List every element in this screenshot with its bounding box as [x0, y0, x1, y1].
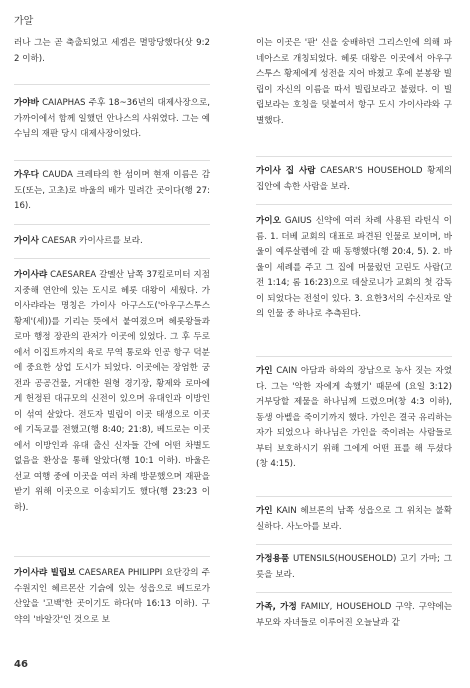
entry-headword: 가이오 [256, 216, 281, 226]
entry-headword: 가정용품 [256, 554, 290, 564]
entry-caesarea-philippi [14, 566, 210, 628]
entry-body: 황제의 집안에 속한 사람을 보라. [256, 166, 452, 192]
entry-english: CAESAR'S HOUSEHOLD [315, 166, 423, 176]
entry-utensils [256, 552, 452, 583]
entry-headword: 가이사 [14, 236, 39, 246]
entry-headword: 가야바 [14, 98, 39, 108]
entry-english: UTENSILS(HOUSEHOLD) [289, 554, 397, 564]
entry-caesars-household [256, 164, 452, 195]
entry-body: 카이사르를 보라. [76, 236, 143, 246]
entry-headword: 가우다 [14, 170, 39, 180]
entry-body: 신약에 여러 차례 사용된 라틴식 이름. 1. 더베 교회의 대표로 파견된 인물로 보이며, 바울이 예루살렘에 갈 때 동행했다(행 20:4, 5). 2. 바울이 세례를 주고 그 집에 머물렀던 고린도 사람(고전 1:14; 롬 16:23)으로 데살로니가 교회의 첫 감독이 되었다는 전설이 있다. 3. 요한3서의 수신자로 알의 인물 중 하나로 추측된다. [256, 216, 452, 319]
entry-body: 크레타의 한 섬이며 현재 이름은 감도(또는, 고초)로 바울의 배가 밀려간 곳이다(행 27:16). [14, 170, 210, 211]
entry-english: FAMILY, HOUSEHOLD [296, 602, 392, 612]
entry-body: 러나 그는 곧 축출되었고 세겜은 멸망당했다(삿 9:22 이하). [14, 38, 210, 64]
divider [14, 84, 210, 85]
entry-english: CAESAREA [47, 270, 97, 280]
entry-cain [256, 364, 452, 473]
entry-body: 이는 이곳은 '판' 신을 숭배하던 그리스인에 의해 파네아스로 개칭되었다. 헤롯 대왕은 이곳에서 아우구스투스 황제에게 성전을 지어 바쳤고 후에 분봉왕 빌립이 자신의 이름을 따서 빌립보라고 불렀다. 이 빌립보라는 호칭을 덧붙여서 항구 도시 가이사랴와 구별했다. [256, 38, 452, 126]
entry-headword: 가인 [256, 506, 273, 516]
page-number: 46 [14, 659, 28, 670]
entry-kain [256, 504, 452, 535]
divider [256, 204, 452, 205]
entry-english: CAESAR [38, 236, 77, 246]
entry-caiaphas [14, 96, 210, 143]
entry-headword: 가족, 가정 [256, 602, 297, 612]
entry-english: CAESAREA PHILIPPI [75, 568, 163, 578]
entry-headword: 가이사랴 [14, 270, 48, 280]
entry-family [256, 600, 452, 631]
entry-english: GAIUS [280, 216, 312, 226]
entry-body: 고기 가마; 그릇을 보라. [256, 554, 452, 580]
entry-english: CAIAPHAS [38, 98, 86, 108]
divider [14, 556, 210, 557]
entry-headword: 가이사 집 사람 [256, 166, 316, 176]
divider [256, 592, 452, 593]
entry-body: 헤브론의 남쪽 성읍으로 그 위치는 불확실하다. 사노아를 보라. [256, 506, 452, 532]
divider [256, 356, 452, 357]
entry-headword: 가이사랴 빌립보 [14, 568, 76, 578]
running-header: 가알 [14, 16, 34, 27]
entry-continued [256, 36, 452, 129]
entry-english: KAIN [272, 506, 297, 516]
entry-body: 구약. 구약에는 부모와 자녀들로 이루어진 오늘날과 같 [256, 602, 452, 628]
entry-gaius [256, 214, 452, 323]
entry-caesarea [14, 268, 210, 516]
entry-body: 주후 18~36년의 대제사장으로, 가까이에서 함께 일했던 안나스의 사위였다. 그는 예수님의 재판 당시 대제사장이었다. [14, 98, 210, 139]
divider [14, 258, 210, 259]
entry-continued [14, 36, 210, 67]
divider [256, 156, 452, 157]
entry-body: 요단강의 주 수원지인 헤르몬산 기슭에 있는 성읍으로 베드로가 산앞을 '고백'한 곳이기도 하다(마 16:13 이하). 구약의 '바알갓'인 것으로 보 [14, 568, 210, 625]
entry-cauda [14, 168, 210, 215]
entry-body: 아담과 하와의 장남으로 농사 짓는 자였다. 그는 '악한 자에게 속했기' 때문에 (요일 3:12) 거부당할 제물을 하나님께 드렸으며(창 4:3 이하), 동생 아벨을 죽이기까지 했다. 가인은 결국 유리하는 자가 되었으나 하나님은 가인을 죽이려는 사람들로부터 보호하시기 위해 그에게 어떤 표를 해 두셨다(창 4:15). [256, 366, 453, 469]
entry-headword: 가인 [256, 366, 273, 376]
entry-english: CAIN [272, 366, 298, 376]
entry-english: CAUDA [38, 170, 73, 180]
divider [14, 224, 210, 225]
divider [256, 496, 452, 497]
divider [256, 544, 452, 545]
divider [14, 160, 210, 161]
entry-body: 갈멜산 남쪽 37킬로미터 지점 지중해 연안에 있는 도시로 헤롯 대왕이 세웠다. 가이사랴라는 명칭은 가이사 아구스도('아우구스투스 황제'(세))를 기리는 뜻에서 붙여졌으며 헤롯왕들과 로마 행정 장관의 관저가 이곳에 있었다. 그 후 두로에서 이집트까지의 육로 무역 통로와 인공 항구 덕분에 중요한 상업 도시가 되었다. 이곳에는 장엄한 궁전과 공공건물, 거대한 원형 경기장, 황제와 로마에게 헌정된 대규모의 신전이 있으며 유대인과 이방인이 섞여 살았다. 전도자 빌립이 이곳 태생으로 이곳에 기독교를 전했고(행 8:40; 21:8), 베드로는 이곳에서 이방인과 유대 출신 신자들 간에 어떤 차별도 없음을 환상을 통해 알았다(행 10:1 이하). 바울은 선교 여행 중에 이곳을 여러 차례 방문했으며 재판을 받기 위해 이곳으로 이송되기도 했다(행 23:23 이하). [14, 270, 210, 513]
entry-caesar [14, 234, 210, 250]
